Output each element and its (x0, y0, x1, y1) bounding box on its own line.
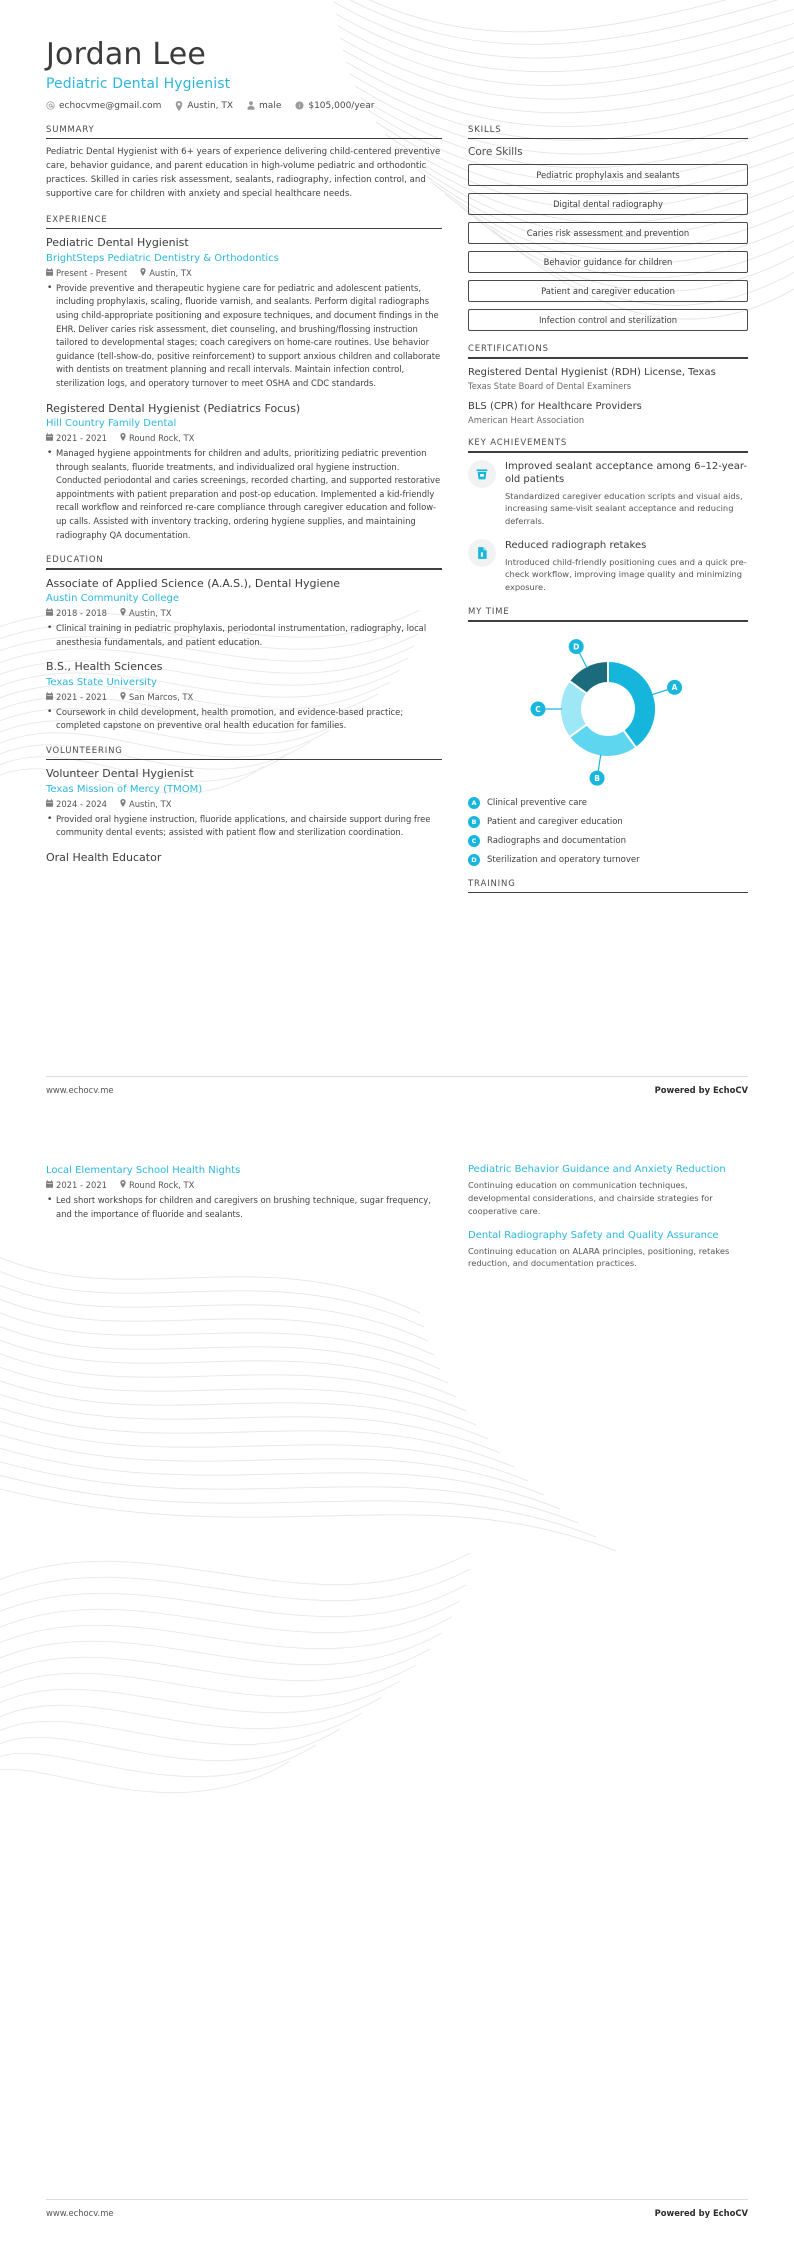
section-heading-certifications: CERTIFICATIONS (468, 344, 549, 355)
resume-header (0, 0, 794, 111)
contact-location-text: Austin, TX (187, 100, 234, 111)
section-rule (46, 138, 442, 140)
entry-bullets (46, 706, 442, 733)
calendar-icon (46, 692, 53, 702)
footer-branding: Powered by EchoCV (654, 1085, 748, 1095)
entry-organization[interactable]: Austin Community College (46, 593, 179, 605)
entry-bullets (46, 282, 442, 391)
entry-bullets (46, 622, 442, 649)
key-achievement-description: Introduced child-friendly positioning cues and a quick pre-check workflow, improving image quality and minimizing exposure. (505, 556, 747, 593)
entry-bullets (46, 813, 442, 840)
section-heading-education: EDUCATION (46, 555, 104, 566)
bullet-item: • Led short workshops for children and caregivers on brushing technique, sugar frequency, and the importance of fluoride and sealants. (46, 1194, 442, 1221)
entry-bullets (46, 1194, 442, 1221)
entry-location (120, 433, 194, 443)
calendar-icon (46, 1180, 53, 1190)
right-column-continued (468, 1163, 748, 1279)
volunteering-entry (46, 767, 442, 840)
certification-name: Registered Dental Hygienist (RDH) License, Texas (468, 366, 716, 378)
legend-item (468, 854, 748, 866)
section-my-time (468, 607, 748, 866)
donut-label-text: C (535, 704, 541, 714)
section-rule (468, 357, 748, 359)
entry-dates-text: 2024 - 2024 (56, 798, 107, 809)
section-rule (468, 620, 748, 622)
my-time-donut-chart (468, 629, 748, 793)
left-column (46, 125, 442, 879)
entry-organization[interactable]: BrightSteps Pediatric Dentistry & Orthodontics (46, 252, 279, 264)
header-job-title: Pediatric Dental Hygienist (46, 75, 231, 92)
certification-name: BLS (CPR) for Healthcare Providers (468, 400, 642, 412)
entry-dates-text: Present - Present (56, 267, 128, 278)
skill-pill: Patient and caregiver education (468, 280, 748, 302)
bullet-item: • Provide preventive and therapeutic hygiene care for pediatric and adolescent patients, including prophylaxis, scaling, fluoride varnish, and sealants. Perform digital radiographs using child-appropriate positioning and exposure techniques, and document findings in the EHR. Deliver caries risk assessment, diet counseling, and brushing/flossing instruction tailored to developmental stages; coach caregivers on home-care routines. Use behavior guidance (tell-show-do, positive reinforcement) to support anxious children and collaborate with dentists on treatment planning and recall intervals. Maintain infection control, sterilization logs, and operatory turnover to meet OSHA and CDC standards. (46, 282, 442, 391)
entry-location-text: Round Rock, TX (128, 432, 195, 443)
section-summary (46, 125, 442, 202)
section-experience (46, 215, 442, 542)
section-heading-summary: SUMMARY (46, 124, 95, 135)
section-rule (46, 568, 442, 570)
training-description: Continuing education on ALARA principles, positioning, retakes reduction, and documentation practices. (468, 1245, 730, 1269)
training-item (468, 1163, 748, 1218)
entry-dates-text: 2021 - 2021 (56, 432, 107, 443)
legend-label: Radiographs and documentation (487, 835, 626, 846)
entry-title: Oral Health Educator (46, 850, 162, 864)
certification-item (468, 400, 748, 425)
key-achievement-item (468, 539, 748, 594)
entry-dates (46, 692, 107, 702)
training-item (468, 1229, 748, 1271)
tooth-cup-icon (468, 460, 496, 488)
entry-meta (46, 692, 442, 702)
volunteering-entry-partial (46, 851, 442, 865)
key-achievement-body (505, 460, 748, 528)
footer-website[interactable]: www.echocv.me (46, 2208, 114, 2218)
entry-title: Associate of Applied Science (A.A.S.), Dental Hygiene (46, 576, 341, 590)
section-heading-volunteering: VOLUNTEERING (46, 745, 123, 756)
key-achievement-title: Improved sealant acceptance among 6–12-year-old patients (505, 460, 747, 486)
volunteering-entry (46, 1164, 442, 1221)
legend-label: Clinical preventive care (487, 797, 588, 808)
entry-location (120, 1180, 194, 1190)
location-pin-icon (140, 268, 146, 278)
section-education (46, 555, 442, 733)
skill-pill: Pediatric prophylaxis and sealants (468, 164, 748, 186)
entry-meta (46, 608, 442, 618)
entry-meta (46, 799, 442, 809)
experience-entry (46, 236, 442, 390)
entry-meta (46, 1180, 442, 1190)
training-description: Continuing education on communication techniques, developmental considerations, and chairside strategies for cooperative care. (468, 1180, 713, 1216)
section-heading-my-time: MY TIME (468, 607, 510, 618)
contact-email (46, 101, 161, 111)
page-title: Jordan Lee (46, 37, 207, 72)
person-icon (247, 101, 255, 110)
salary-icon (295, 101, 304, 110)
calendar-icon (46, 799, 53, 809)
legend-marker-b: B (468, 816, 480, 828)
training-title[interactable]: Pediatric Behavior Guidance and Anxiety Reduction (468, 1164, 726, 1175)
page-footer (46, 2208, 748, 2218)
experience-entry (46, 402, 442, 543)
legend-item (468, 835, 748, 847)
contact-salary (295, 101, 374, 111)
entry-location (120, 692, 193, 702)
my-time-legend (468, 797, 748, 866)
location-pin-icon (120, 1180, 126, 1190)
key-achievement-body (505, 539, 748, 594)
certification-issuer: Texas State Board of Dental Examiners (468, 380, 632, 391)
entry-dates (46, 268, 127, 278)
section-skills (468, 125, 748, 332)
footer-divider (46, 2199, 748, 2200)
section-key-achievements (468, 438, 748, 594)
training-title[interactable]: Dental Radiography Safety and Quality Assurance (468, 1229, 719, 1241)
legend-item (468, 816, 748, 828)
education-entry (46, 660, 442, 733)
bullet-item: • Provided oral hygiene instruction, fluoride applications, and chairside support during free community dental events; assisted with patient flow and sterilization coordination. (46, 813, 442, 840)
section-volunteering (46, 746, 442, 865)
location-pin-icon (120, 692, 126, 702)
section-heading-key-achievements: KEY ACHIEVEMENTS (468, 438, 568, 449)
bullet-item: • Clinical training in pediatric prophylaxis, periodontal instrumentation, radiography, local anesthesia fundamentals, and patient education. (46, 622, 442, 649)
entry-dates (46, 608, 107, 618)
key-achievement-item (468, 460, 748, 528)
contact-row (46, 101, 748, 111)
entry-title: B.S., Health Sciences (46, 660, 163, 674)
location-pin-icon (120, 433, 126, 443)
section-rule (468, 138, 748, 140)
footer-website[interactable]: www.echocv.me (46, 1085, 114, 1095)
entry-location-text: Round Rock, TX (128, 1180, 195, 1190)
entry-dates-text: 2021 - 2021 (56, 1180, 107, 1190)
section-rule (468, 892, 748, 894)
bullet-item: • Coursework in child development, health promotion, and evidence-based practice; completed capstone on preventive oral health education for families. (46, 706, 442, 733)
location-pin-icon (120, 799, 126, 809)
donut-label-text: A (671, 682, 678, 692)
certification-issuer: American Heart Association (468, 415, 585, 426)
section-heading-experience: EXPERIENCE (46, 214, 108, 225)
left-column-continued (46, 1163, 442, 1232)
contact-gender (247, 101, 281, 111)
summary-text: Pediatric Dental Hygienist with 6+ years of experience delivering child-centered preventive care, behavior guidance, and parent education in high-volume pediatric and orthodontic practices. Skilled in caries risk assessment, sealants, radiography, infection control, and supportive care for children with anxiety and special healthcare needs. (46, 147, 441, 199)
resume-body-columns (0, 111, 794, 907)
contact-email-text: echocvme@gmail.com (59, 100, 162, 111)
entry-dates-text: 2018 - 2018 (56, 608, 107, 619)
donut-label-text: D (573, 642, 580, 652)
key-achievement-description: Standardized caregiver education scripts and visual aids, increasing same-visit sealant acceptance and reducing deferrals. (505, 490, 743, 527)
section-rule (46, 228, 442, 230)
entry-organization[interactable]: Texas State University (46, 676, 157, 688)
calendar-icon (46, 433, 53, 443)
skill-pill: Behavior guidance for children (468, 251, 748, 273)
entry-location (120, 608, 172, 618)
section-heading-skills: SKILLS (468, 124, 502, 135)
entry-dates (46, 799, 107, 809)
bullet-item: • Managed hygiene appointments for children and adults, prioritizing pediatric prevention through sealants, fluoride treatments, and individualized oral hygiene instruction. Conducted periodontal and caries screenings, recorded charting, and supported restorative appointments with patient preparation and post-op education. Implemented a kid-friendly recall workflow and reinforced re-care compliance through caregiver education and follow-up calls. Assisted with inventory tracking, ordering hygiene supplies, and maintaining radiography QA documentation. (46, 447, 442, 542)
entry-dates (46, 433, 107, 443)
education-entry (46, 577, 442, 650)
entry-organization[interactable]: Local Elementary School Health Nights (46, 1165, 241, 1176)
legend-label: Patient and caregiver education (487, 816, 623, 827)
key-achievement-title: Reduced radiograph retakes (505, 540, 647, 552)
wave-background-decoration (0, 1123, 794, 2246)
entry-title: Registered Dental Hygienist (Pediatrics Focus) (46, 401, 301, 415)
certification-item (468, 366, 748, 391)
contact-salary-text: $105,000/year (308, 100, 375, 111)
footer-branding: Powered by EchoCV (654, 2208, 748, 2218)
skill-pill: Infection control and sterilization (468, 309, 748, 331)
legend-marker-a: A (468, 797, 480, 809)
skills-group-label: Core Skills (468, 146, 523, 159)
entry-location-text: Austin, TX (128, 608, 172, 619)
right-column (468, 125, 748, 907)
skill-pill: Caries risk assessment and prevention (468, 222, 748, 244)
page-footer (46, 1085, 748, 1095)
section-rule (468, 451, 748, 453)
svg-text:i: i (299, 103, 301, 110)
entry-location-text: Austin, TX (149, 267, 192, 278)
entry-meta (46, 268, 442, 278)
donut-label-text: B (594, 773, 600, 783)
resume-page-2 (0, 1123, 794, 2246)
entry-location-text: San Marcos, TX (128, 691, 194, 702)
entry-dates (46, 1180, 107, 1190)
section-certifications (468, 344, 748, 425)
entry-meta (46, 433, 442, 443)
entry-organization[interactable]: Texas Mission of Mercy (TMOM) (46, 783, 203, 795)
entry-dates-text: 2021 - 2021 (56, 691, 107, 702)
section-heading-training: TRAINING (468, 878, 516, 889)
email-icon (46, 101, 55, 110)
xray-document-icon (468, 539, 496, 567)
resume-page2-columns (0, 1123, 794, 1279)
calendar-icon (46, 608, 53, 618)
entry-location (120, 799, 172, 809)
contact-gender-text: male (259, 100, 282, 111)
skill-pill: Digital dental radiography (468, 193, 748, 215)
footer-divider (46, 1076, 748, 1077)
entry-location (140, 268, 192, 278)
contact-location (175, 101, 233, 111)
entry-organization[interactable]: Hill Country Family Dental (46, 417, 177, 429)
entry-title: Volunteer Dental Hygienist (46, 767, 194, 781)
section-training (468, 879, 748, 894)
legend-marker-d: D (468, 854, 480, 866)
entry-bullets (46, 447, 442, 542)
legend-marker-c: C (468, 835, 480, 847)
entry-title: Pediatric Dental Hygienist (46, 236, 189, 250)
section-rule (46, 759, 442, 761)
location-pin-icon (120, 608, 126, 618)
entry-location-text: Austin, TX (128, 798, 172, 809)
legend-item (468, 797, 748, 809)
location-pin-icon (175, 101, 183, 111)
calendar-icon (46, 268, 53, 278)
legend-label: Sterilization and operatory turnover (487, 854, 640, 865)
